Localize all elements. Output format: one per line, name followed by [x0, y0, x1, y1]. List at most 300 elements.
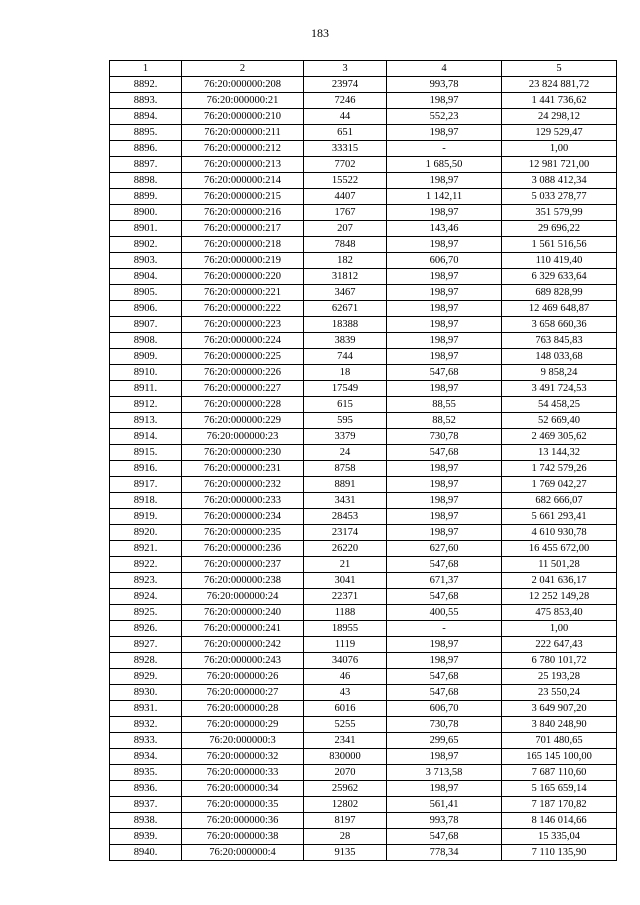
table-cell: 8892.: [110, 77, 182, 93]
table-cell: 26220: [304, 541, 387, 557]
table-row: [110, 141, 617, 157]
table-cell: 8926.: [110, 621, 182, 637]
table-cell: 8934.: [110, 749, 182, 765]
table-cell: 76:20:000000:243: [182, 653, 304, 669]
table-cell: 8931.: [110, 701, 182, 717]
table-cell: 76:20:000000:28: [182, 701, 304, 717]
table-cell: 76:20:000000:226: [182, 365, 304, 381]
table-row: [110, 125, 617, 141]
table-cell: 615: [304, 397, 387, 413]
table-cell: 8899.: [110, 189, 182, 205]
table-cell: 8903.: [110, 253, 182, 269]
table-cell: 76:20:000000:233: [182, 493, 304, 509]
table-cell: 198,97: [387, 93, 502, 109]
table-cell: 4 610 930,78: [502, 525, 617, 541]
table-cell: 8197: [304, 813, 387, 829]
table-cell: 3 491 724,53: [502, 381, 617, 397]
table-cell: 8932.: [110, 717, 182, 733]
table-cell: 76:20:000000:208: [182, 77, 304, 93]
table-cell: 198,97: [387, 317, 502, 333]
table-cell: 88,55: [387, 397, 502, 413]
table-row: [110, 333, 617, 349]
table-row: [110, 589, 617, 605]
table-row: [110, 253, 617, 269]
table-cell: 198,97: [387, 781, 502, 797]
table-cell: 76:20:000000:29: [182, 717, 304, 733]
table-cell: 76:20:000000:225: [182, 349, 304, 365]
table-cell: 76:20:000000:219: [182, 253, 304, 269]
table-cell: 76:20:000000:216: [182, 205, 304, 221]
table-cell: 21: [304, 557, 387, 573]
table-cell: 8922.: [110, 557, 182, 573]
table-cell: 8907.: [110, 317, 182, 333]
table-cell: 76:20:000000:240: [182, 605, 304, 621]
table-cell: 547,68: [387, 365, 502, 381]
table-cell: 28: [304, 829, 387, 845]
table-row: [110, 349, 617, 365]
table-row: [110, 541, 617, 557]
table-row: [110, 477, 617, 493]
table-row: [110, 109, 617, 125]
table-cell: 44: [304, 109, 387, 125]
table-row: [110, 301, 617, 317]
table-cell: 46: [304, 669, 387, 685]
table-cell: 22371: [304, 589, 387, 605]
table-cell: 5 165 659,14: [502, 781, 617, 797]
table-cell: 16 455 672,00: [502, 541, 617, 557]
table-cell: 1,00: [502, 141, 617, 157]
table-cell: 3 713,58: [387, 765, 502, 781]
table-cell: 8927.: [110, 637, 182, 653]
table-cell: 198,97: [387, 477, 502, 493]
table-cell: 8900.: [110, 205, 182, 221]
table-cell: 15522: [304, 173, 387, 189]
table-cell: 8896.: [110, 141, 182, 157]
table-cell: 8904.: [110, 269, 182, 285]
table-cell: 76:20:000000:242: [182, 637, 304, 653]
table-cell: 8938.: [110, 813, 182, 829]
table-cell: 198,97: [387, 269, 502, 285]
table-cell: 400,55: [387, 605, 502, 621]
table-cell: 8909.: [110, 349, 182, 365]
table-cell: 76:20:000000:26: [182, 669, 304, 685]
table-cell: 730,78: [387, 717, 502, 733]
table-cell: 5 661 293,41: [502, 509, 617, 525]
table-cell: 198,97: [387, 461, 502, 477]
table-cell: 76:20:000000:223: [182, 317, 304, 333]
table-cell: 8893.: [110, 93, 182, 109]
table-body: [110, 77, 617, 861]
table-cell: 8921.: [110, 541, 182, 557]
table-cell: 9135: [304, 845, 387, 861]
table-cell: 31812: [304, 269, 387, 285]
table-row: [110, 829, 617, 845]
table-row: [110, 413, 617, 429]
table-cell: 76:20:000000:237: [182, 557, 304, 573]
table-row: [110, 621, 617, 637]
table-cell: 76:20:000000:236: [182, 541, 304, 557]
table-cell: 7848: [304, 237, 387, 253]
table-row: [110, 189, 617, 205]
table-row: [110, 653, 617, 669]
table-cell: 8898.: [110, 173, 182, 189]
table-cell: 7 187 170,82: [502, 797, 617, 813]
column-header: 3: [304, 61, 387, 77]
table-cell: 13 144,32: [502, 445, 617, 461]
table-cell: 7702: [304, 157, 387, 173]
table-cell: 8916.: [110, 461, 182, 477]
table-cell: 475 853,40: [502, 605, 617, 621]
table-cell: 547,68: [387, 685, 502, 701]
table-cell: 3 649 907,20: [502, 701, 617, 717]
table-row: [110, 605, 617, 621]
table-cell: 7 687 110,60: [502, 765, 617, 781]
table-row: [110, 237, 617, 253]
table-cell: 8918.: [110, 493, 182, 509]
table-row: [110, 813, 617, 829]
table-cell: 547,68: [387, 445, 502, 461]
table-cell: 43: [304, 685, 387, 701]
table-cell: 1188: [304, 605, 387, 621]
table-cell: 148 033,68: [502, 349, 617, 365]
table-cell: 606,70: [387, 701, 502, 717]
table-cell: 198,97: [387, 493, 502, 509]
table-row: [110, 685, 617, 701]
table-cell: 182: [304, 253, 387, 269]
table-cell: 8905.: [110, 285, 182, 301]
table-cell: 8906.: [110, 301, 182, 317]
cadastral-value-table: [109, 60, 617, 861]
table-row: [110, 285, 617, 301]
table-cell: 6 780 101,72: [502, 653, 617, 669]
table-cell: 76:20:000000:23: [182, 429, 304, 445]
table-row: [110, 557, 617, 573]
table-row: [110, 429, 617, 445]
table-cell: 15 335,04: [502, 829, 617, 845]
table-row: [110, 669, 617, 685]
table-row: [110, 93, 617, 109]
table-cell: 744: [304, 349, 387, 365]
table-cell: 76:20:000000:213: [182, 157, 304, 173]
table-cell: 76:20:000000:34: [182, 781, 304, 797]
table-cell: 4407: [304, 189, 387, 205]
table-row: [110, 365, 617, 381]
table-cell: 76:20:000000:241: [182, 621, 304, 637]
table-cell: 76:20:000000:35: [182, 797, 304, 813]
table-cell: 76:20:000000:38: [182, 829, 304, 845]
table-cell: 76:20:000000:217: [182, 221, 304, 237]
table-cell: 8908.: [110, 333, 182, 349]
table-cell: 8923.: [110, 573, 182, 589]
table-cell: 1 685,50: [387, 157, 502, 173]
table-cell: 12 252 149,28: [502, 589, 617, 605]
table-cell: 561,41: [387, 797, 502, 813]
table-cell: 76:20:000000:32: [182, 749, 304, 765]
table-cell: 3 088 412,34: [502, 173, 617, 189]
table-cell: 76:20:000000:27: [182, 685, 304, 701]
table-cell: 8937.: [110, 797, 182, 813]
table-cell: 198,97: [387, 205, 502, 221]
table-cell: 547,68: [387, 829, 502, 845]
table-cell: 1119: [304, 637, 387, 653]
table-cell: 8933.: [110, 733, 182, 749]
table-cell: 1 769 042,27: [502, 477, 617, 493]
table-cell: 8919.: [110, 509, 182, 525]
table-cell: 76:20:000000:214: [182, 173, 304, 189]
table-cell: 143,46: [387, 221, 502, 237]
table-cell: 547,68: [387, 557, 502, 573]
table-cell: 76:20:000000:215: [182, 189, 304, 205]
table-cell: 76:20:000000:235: [182, 525, 304, 541]
table-row: [110, 381, 617, 397]
table-cell: 18: [304, 365, 387, 381]
table-cell: 3839: [304, 333, 387, 349]
table-cell: 682 666,07: [502, 493, 617, 509]
table-cell: 76:20:000000:227: [182, 381, 304, 397]
table-cell: 110 419,40: [502, 253, 617, 269]
table-cell: 8915.: [110, 445, 182, 461]
table-row: [110, 749, 617, 765]
table-cell: 5255: [304, 717, 387, 733]
table-cell: 76:20:000000:3: [182, 733, 304, 749]
table-cell: 76:20:000000:24: [182, 589, 304, 605]
table-cell: 3467: [304, 285, 387, 301]
table-cell: 33315: [304, 141, 387, 157]
table-cell: 222 647,43: [502, 637, 617, 653]
table-row: [110, 445, 617, 461]
table-cell: 207: [304, 221, 387, 237]
table-cell: 76:20:000000:238: [182, 573, 304, 589]
table-cell: 351 579,99: [502, 205, 617, 221]
table-cell: 12 469 648,87: [502, 301, 617, 317]
table-cell: 76:20:000000:229: [182, 413, 304, 429]
table-cell: 8920.: [110, 525, 182, 541]
column-header: 2: [182, 61, 304, 77]
table-row: [110, 573, 617, 589]
table-cell: 8917.: [110, 477, 182, 493]
table-cell: 8891: [304, 477, 387, 493]
table-row: [110, 317, 617, 333]
table-row: [110, 205, 617, 221]
table-cell: 198,97: [387, 333, 502, 349]
table-row: [110, 717, 617, 733]
table-cell: 23974: [304, 77, 387, 93]
table-cell: 8758: [304, 461, 387, 477]
table-cell: 627,60: [387, 541, 502, 557]
table-cell: 8939.: [110, 829, 182, 845]
table-cell: 8911.: [110, 381, 182, 397]
table-cell: 671,37: [387, 573, 502, 589]
table-cell: 2 041 636,17: [502, 573, 617, 589]
table-cell: 6016: [304, 701, 387, 717]
table-cell: 54 458,25: [502, 397, 617, 413]
table-cell: 8929.: [110, 669, 182, 685]
table-cell: 76:20:000000:21: [182, 93, 304, 109]
table-cell: 1767: [304, 205, 387, 221]
table-cell: 29 696,22: [502, 221, 617, 237]
table-row: [110, 461, 617, 477]
table-row: [110, 77, 617, 93]
table-cell: 2070: [304, 765, 387, 781]
table-cell: 6 329 633,64: [502, 269, 617, 285]
table-cell: 76:20:000000:211: [182, 125, 304, 141]
table-cell: 8925.: [110, 605, 182, 621]
table-cell: 28453: [304, 509, 387, 525]
table-cell: 1 561 516,56: [502, 237, 617, 253]
table-row: [110, 157, 617, 173]
table-cell: 1 142,11: [387, 189, 502, 205]
table-cell: 8913.: [110, 413, 182, 429]
table-cell: 76:20:000000:36: [182, 813, 304, 829]
table-row: [110, 765, 617, 781]
table-cell: 76:20:000000:224: [182, 333, 304, 349]
table-cell: 299,65: [387, 733, 502, 749]
table-cell: 198,97: [387, 509, 502, 525]
table-row: [110, 781, 617, 797]
table-row: [110, 173, 617, 189]
table-cell: 34076: [304, 653, 387, 669]
table-cell: 198,97: [387, 237, 502, 253]
table-cell: 18955: [304, 621, 387, 637]
table-row: [110, 397, 617, 413]
table-cell: 76:20:000000:228: [182, 397, 304, 413]
table-cell: 1 441 736,62: [502, 93, 617, 109]
column-header: 5: [502, 61, 617, 77]
table-row: [110, 269, 617, 285]
table-cell: 198,97: [387, 525, 502, 541]
table-cell: 5 033 278,77: [502, 189, 617, 205]
table-cell: 547,68: [387, 669, 502, 685]
table-cell: 62671: [304, 301, 387, 317]
table-cell: 88,52: [387, 413, 502, 429]
table-cell: 3 840 248,90: [502, 717, 617, 733]
column-header: 1: [110, 61, 182, 77]
page-number: 183: [311, 26, 329, 40]
table-cell: 778,34: [387, 845, 502, 861]
table-row: [110, 797, 617, 813]
table-cell: 606,70: [387, 253, 502, 269]
table-cell: 25962: [304, 781, 387, 797]
table-header-row: [110, 61, 617, 77]
table-cell: 651: [304, 125, 387, 141]
table-cell: 9 858,24: [502, 365, 617, 381]
table-cell: 8912.: [110, 397, 182, 413]
table-cell: 8894.: [110, 109, 182, 125]
table-cell: 730,78: [387, 429, 502, 445]
table-cell: 8930.: [110, 685, 182, 701]
table-cell: 552,23: [387, 109, 502, 125]
table-cell: 7246: [304, 93, 387, 109]
table-cell: 76:20:000000:210: [182, 109, 304, 125]
table-cell: 3 658 660,36: [502, 317, 617, 333]
table-row: [110, 733, 617, 749]
table-cell: 24: [304, 445, 387, 461]
table-cell: 198,97: [387, 125, 502, 141]
table-cell: -: [387, 141, 502, 157]
table-cell: -: [387, 621, 502, 637]
table-cell: 3041: [304, 573, 387, 589]
table-cell: 701 480,65: [502, 733, 617, 749]
table-cell: 76:20:000000:33: [182, 765, 304, 781]
table-cell: 993,78: [387, 813, 502, 829]
table-cell: 8901.: [110, 221, 182, 237]
table-cell: 76:20:000000:231: [182, 461, 304, 477]
column-header: 4: [387, 61, 502, 77]
table-cell: 76:20:000000:212: [182, 141, 304, 157]
table-cell: 24 298,12: [502, 109, 617, 125]
table-cell: 198,97: [387, 653, 502, 669]
table-cell: 8935.: [110, 765, 182, 781]
table-cell: 547,68: [387, 589, 502, 605]
table-cell: 8897.: [110, 157, 182, 173]
table-cell: 165 145 100,00: [502, 749, 617, 765]
table-cell: 18388: [304, 317, 387, 333]
table-cell: 76:20:000000:230: [182, 445, 304, 461]
table-row: [110, 701, 617, 717]
table-cell: 198,97: [387, 749, 502, 765]
table-cell: 52 669,40: [502, 413, 617, 429]
table-cell: 76:20:000000:234: [182, 509, 304, 525]
table-cell: 11 501,28: [502, 557, 617, 573]
table-cell: 7 110 135,90: [502, 845, 617, 861]
table-cell: 8914.: [110, 429, 182, 445]
table-cell: 8895.: [110, 125, 182, 141]
table-cell: 3431: [304, 493, 387, 509]
table-cell: 8910.: [110, 365, 182, 381]
table-cell: 8936.: [110, 781, 182, 797]
table-cell: 25 193,28: [502, 669, 617, 685]
table-cell: 198,97: [387, 173, 502, 189]
table-row: [110, 845, 617, 861]
table-cell: 76:20:000000:232: [182, 477, 304, 493]
table-cell: 23174: [304, 525, 387, 541]
table-cell: 198,97: [387, 637, 502, 653]
table-row: [110, 221, 617, 237]
table-cell: 1 742 579,26: [502, 461, 617, 477]
table-cell: 8928.: [110, 653, 182, 669]
table-cell: 76:20:000000:221: [182, 285, 304, 301]
table-cell: 17549: [304, 381, 387, 397]
table-cell: 23 550,24: [502, 685, 617, 701]
table-cell: 198,97: [387, 349, 502, 365]
table-cell: 3379: [304, 429, 387, 445]
table-cell: 8 146 014,66: [502, 813, 617, 829]
table-row: [110, 525, 617, 541]
table-cell: 198,97: [387, 301, 502, 317]
table-cell: 12802: [304, 797, 387, 813]
table-cell: 763 845,83: [502, 333, 617, 349]
table-cell: 198,97: [387, 285, 502, 301]
table-cell: 8902.: [110, 237, 182, 253]
table-cell: 1,00: [502, 621, 617, 637]
table-row: [110, 493, 617, 509]
table-cell: 2 469 305,62: [502, 429, 617, 445]
table-cell: 198,97: [387, 381, 502, 397]
table-cell: 595: [304, 413, 387, 429]
table-cell: 8924.: [110, 589, 182, 605]
table-cell: 689 828,99: [502, 285, 617, 301]
table-cell: 76:20:000000:220: [182, 269, 304, 285]
table-row: [110, 509, 617, 525]
table-cell: 23 824 881,72: [502, 77, 617, 93]
table-cell: 8940.: [110, 845, 182, 861]
table-cell: 830000: [304, 749, 387, 765]
table-cell: 12 981 721,00: [502, 157, 617, 173]
table-cell: 76:20:000000:4: [182, 845, 304, 861]
table-row: [110, 637, 617, 653]
table-cell: 129 529,47: [502, 125, 617, 141]
table-cell: 76:20:000000:218: [182, 237, 304, 253]
